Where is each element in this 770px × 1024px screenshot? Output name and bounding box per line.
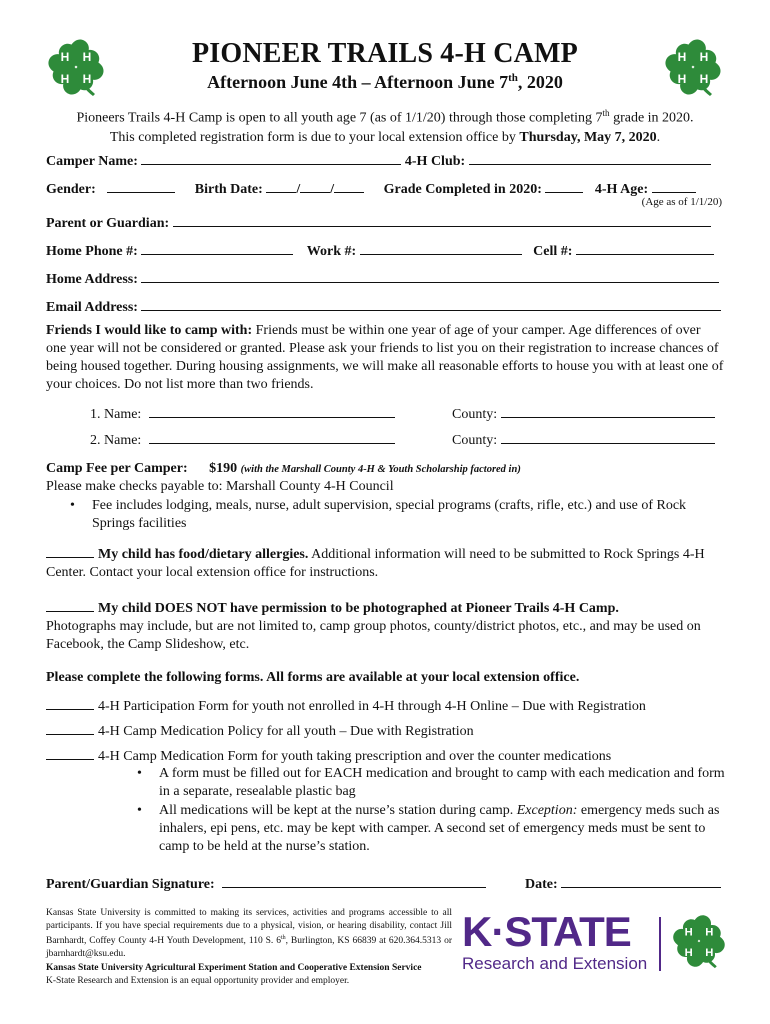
kstate-wordmark: K·STATE — [462, 908, 631, 955]
station-line: Kansas State University Agricultural Experiment Station and Cooperative Extension Service — [46, 963, 422, 973]
friend-1-name-field[interactable] — [149, 403, 395, 418]
form-checkbox-line[interactable] — [46, 721, 94, 735]
email-row: Email Address: — [46, 296, 726, 316]
svg-text:H: H — [699, 50, 709, 64]
friends-paragraph: Friends I would like to camp with: Friends must be within one year of age of your camper. Age differences of over one year will not be considered or granted. Please ask your friends to list you on their registration to increase chances of being housed together. During housing assignments, we will make all reasonable efforts to house you with at least one of your choices. Do not list more than two friends. — [46, 323, 724, 392]
accessibility-disclaimer: Kansas State University is committed to making its services, activities and programs accessible to all participants. If you have special requirements due to a physical, vision, or hearing disability, contact Jill Barnhardt, Coffey County 4-H Youth Development, 110 S. 6th, Burlington, KS 66839 at 620.364.5313 or jbarnhardt@ksu.edu. — [46, 908, 452, 959]
form-item: 4-H Camp Medication Policy for all youth – Due with Registration — [46, 721, 474, 740]
svg-text:H: H — [684, 946, 693, 959]
page-title: PIONEER TRAILS 4-H CAMP — [191, 38, 578, 69]
svg-text:H: H — [60, 72, 70, 86]
signature-field[interactable] — [222, 873, 486, 888]
signature-row: Parent/Guardian Signature: — [46, 873, 486, 893]
date-row: Date: — [525, 873, 721, 893]
club-field[interactable] — [469, 150, 711, 165]
phone-row: Home Phone #: Work #: Cell #: — [46, 240, 726, 260]
svg-text:H: H — [699, 72, 709, 86]
guardian-row: Parent or Guardian: — [46, 212, 726, 232]
gender-field[interactable] — [107, 178, 175, 193]
address-field[interactable] — [141, 268, 719, 283]
form-checkbox-line[interactable] — [46, 746, 94, 760]
svg-text:H: H — [677, 50, 687, 64]
camper-name-row: Camper Name: 4-H Club: — [46, 150, 726, 170]
home-phone-field[interactable] — [141, 240, 293, 255]
work-phone-field[interactable] — [360, 240, 522, 255]
camp-dates: Afternoon June 4th – Afternoon June 7th, 2020 — [207, 72, 563, 92]
friend-2-name-field[interactable] — [149, 429, 395, 444]
friend-item: 2. Name: — [90, 429, 395, 449]
cell-phone-field[interactable] — [576, 240, 714, 255]
4h-clover-footer-logo — [670, 912, 728, 970]
form-checkbox-line[interactable] — [46, 696, 94, 710]
forms-heading: Please complete the following forms. All forms are available at your local extension office. — [46, 670, 580, 685]
friend-1-county-field[interactable] — [501, 403, 715, 418]
medication-bullet: • All medications will be kept at the nurse’s station during camp. Exception: emergency meds such as inhalers, epi pens, etc. may be kept with camper. A second set of emergency meds must be sent to camp to be held at the nurse’s station. — [137, 803, 720, 854]
kstate-logo — [462, 908, 648, 974]
svg-text:H: H — [705, 926, 714, 939]
camp-fee: Camp Fee per Camper: $190 (with the Marshall County 4-H & Youth Scholarship factored in) — [46, 461, 521, 476]
kstate-subtitle: Research and Extension — [462, 954, 648, 973]
logo-divider — [659, 917, 661, 971]
birth-date-field[interactable]: / / — [266, 182, 364, 197]
guardian-field[interactable] — [173, 212, 711, 227]
allergy-paragraph: My child has food/dietary allergies. Additional information will need to be submitted to Rock Springs 4-H Center. Contact your local extension office for instructions. — [46, 544, 724, 582]
equal-opportunity: K-State Research and Extension is an equal opportunity provider and employer. — [46, 976, 350, 986]
form-item: 4-H Camp Medication Form for youth taking prescription and over the counter medications — [46, 746, 611, 765]
checks-payable: Please make checks payable to: Marshall County 4-H Council — [46, 479, 394, 494]
grade-field[interactable] — [545, 178, 583, 193]
medication-bullet: • A form must be filled out for EACH medication and brought to camp with each medication and form in a separate, resealable plastic bag — [137, 766, 725, 799]
svg-text:H: H — [82, 50, 92, 64]
intro-text: Pioneers Trails 4-H Camp is open to all youth age 7 (as of 1/1/20) through those completing 7th grade in 2020. This completed registration form is due to your local extension office by Thursday, May 7, 2020. — [76, 108, 694, 145]
email-field[interactable] — [141, 296, 721, 311]
fee-bullet: • Fee includes lodging, meals, nurse, adult supervision, special programs (crafts, rifle, etc.) and use of Rock Springs facilities — [70, 498, 687, 531]
camper-name-field[interactable] — [141, 150, 401, 165]
allergy-checkbox-line[interactable] — [46, 544, 94, 558]
svg-text:H: H — [684, 926, 693, 939]
friend-item: County: — [452, 403, 715, 423]
svg-text:H: H — [60, 50, 70, 64]
svg-text:H: H — [82, 72, 92, 86]
svg-text:H: H — [677, 72, 687, 86]
age-note: (Age as of 1/1/20) — [641, 196, 722, 208]
signature-date-field[interactable] — [561, 873, 721, 888]
form-item: 4-H Participation Form for youth not enrolled in 4-H through 4-H Online – Due with Registration — [46, 696, 646, 715]
svg-text:H: H — [705, 946, 714, 959]
friend-item: 1. Name: — [90, 403, 395, 423]
gender-row: Gender: Birth Date: / / Grade Completed in 2020: 4-H Age: — [46, 178, 726, 198]
friend-item: County: — [452, 429, 715, 449]
address-row: Home Address: — [46, 268, 726, 288]
age-field[interactable] — [652, 178, 696, 193]
photo-paragraph: My child DOES NOT have permission to be photographed at Pioneer Trails 4-H Camp. Photographs may include, but are not limited to, camp group photos, county/district photos, etc., and may be used on Facebook, the Camp Slideshow, etc. — [46, 598, 724, 654]
friend-2-county-field[interactable] — [501, 429, 715, 444]
photo-checkbox-line[interactable] — [46, 598, 94, 612]
